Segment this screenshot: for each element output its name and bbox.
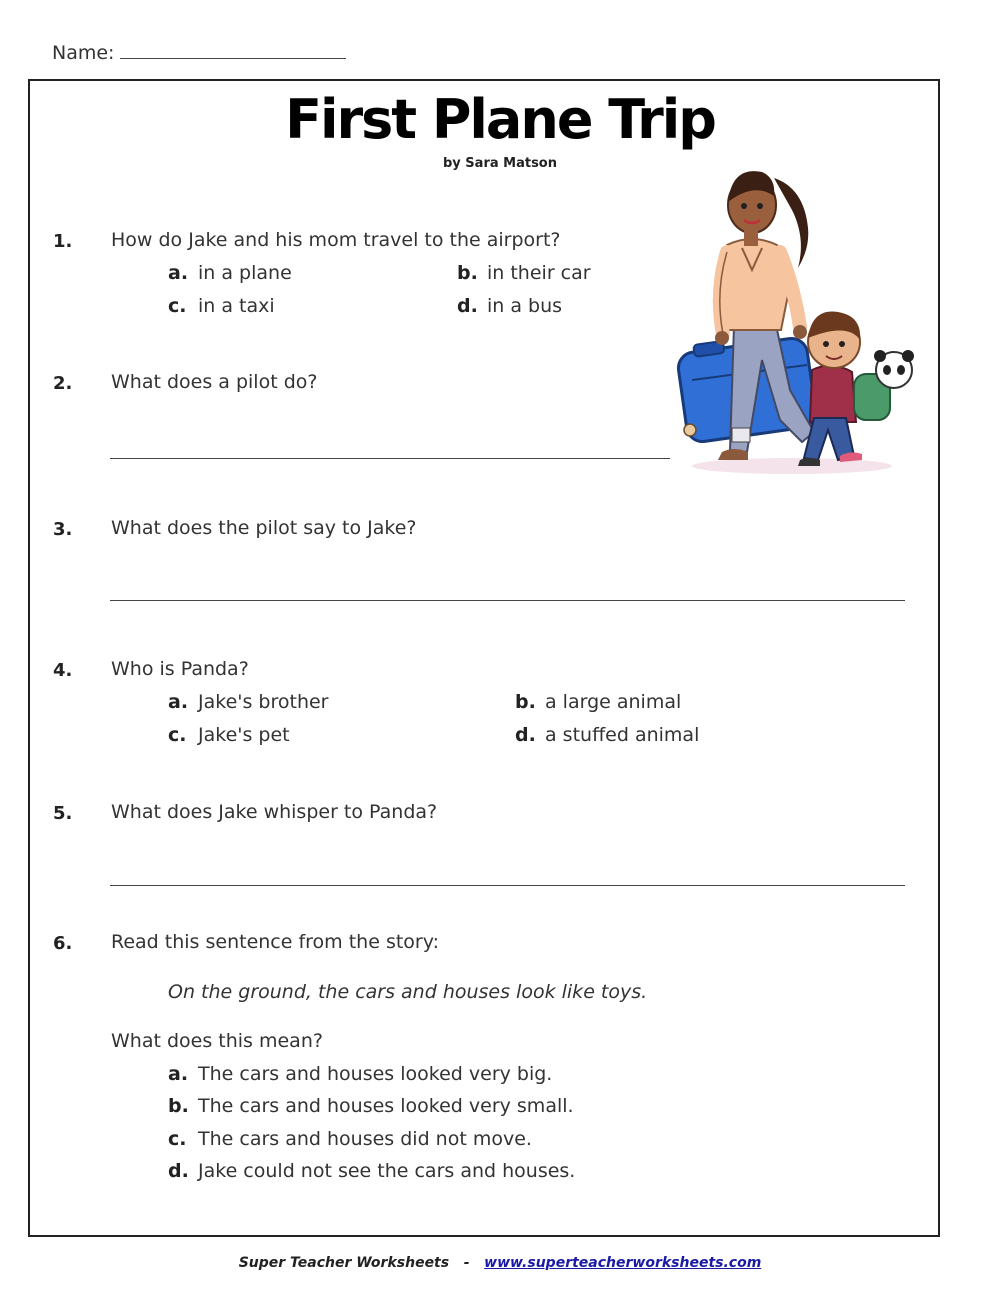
question-3-text: What does the pilot say to Jake? <box>111 517 417 539</box>
question-4-option-c[interactable]: c. Jake's pet <box>168 724 290 746</box>
question-1-text: How do Jake and his mom travel to the airport? <box>111 229 561 251</box>
question-6-text: Read this sentence from the story: <box>111 931 440 953</box>
question-2-answer-line[interactable] <box>110 458 670 459</box>
question-3-answer-line[interactable] <box>110 600 905 601</box>
question-4-option-b[interactable]: b. a large animal <box>515 691 682 713</box>
question-2-number: 2. <box>53 373 73 394</box>
question-4-text: Who is Panda? <box>111 658 249 680</box>
question-5-answer-line[interactable] <box>110 885 905 886</box>
footer-website-link[interactable]: www.superteacherworksheets.com <box>484 1255 762 1271</box>
name-label: Name: <box>52 42 115 64</box>
footer <box>0 1255 1000 1271</box>
mother-and-child-with-suitcase-illustration <box>672 160 922 478</box>
question-6-followup: What does this mean? <box>111 1030 323 1052</box>
question-4-option-a[interactable]: a. Jake's brother <box>168 691 329 713</box>
question-4-option-d[interactable]: d. a stuffed animal <box>515 724 700 746</box>
author-byline: by Sara Matson <box>443 156 557 171</box>
question-4-number: 4. <box>53 660 73 681</box>
question-3-number: 3. <box>53 519 73 540</box>
question-6-option-c[interactable]: c. The cars and houses did not move. <box>168 1128 532 1150</box>
name-blank-line[interactable] <box>120 40 346 59</box>
question-2-text: What does a pilot do? <box>111 371 318 393</box>
question-6-option-d[interactable]: d. Jake could not see the cars and houses. <box>168 1160 576 1182</box>
question-1-number: 1. <box>53 231 73 252</box>
question-5-text: What does Jake whisper to Panda? <box>111 801 438 823</box>
footer-separator: - <box>463 1255 470 1271</box>
question-6-option-a[interactable]: a. The cars and houses looked very big. <box>168 1063 553 1085</box>
question-6-option-b[interactable]: b. The cars and houses looked very small. <box>168 1095 574 1117</box>
footer-brand: Super Teacher Worksheets <box>238 1255 450 1271</box>
question-1-option-d[interactable]: d. in a bus <box>457 295 563 317</box>
question-1-option-c[interactable]: c. in a taxi <box>168 295 275 317</box>
worksheet-title: First Plane Trip <box>285 88 715 151</box>
question-1-option-b[interactable]: b. in their car <box>457 262 591 284</box>
question-6-quote: On the ground, the cars and houses look like toys. <box>168 981 648 1003</box>
question-6-number: 6. <box>53 933 73 954</box>
name-field <box>52 40 346 64</box>
question-5-number: 5. <box>53 803 73 824</box>
question-1-option-a[interactable]: a. in a plane <box>168 262 292 284</box>
